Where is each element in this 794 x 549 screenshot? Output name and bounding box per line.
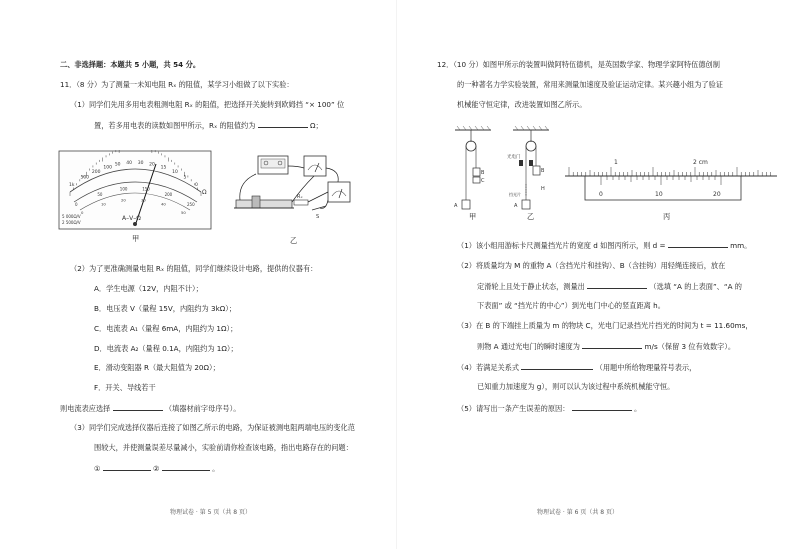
q12-part2-text: 定滑轮上且处于静止状态，测量出 [477, 282, 585, 291]
label-a-1: A [454, 203, 458, 209]
circuit-rx-label: Rₓ [297, 194, 303, 200]
meter-spec-1: 5 000Ω/V [62, 214, 81, 219]
q12-part4-line2: 已知重力加速度为 g），则可以认为该过程中系统机械能守恒。 [477, 382, 675, 391]
q12-part1-unit: mm。 [730, 241, 752, 250]
blank-end: 。 [212, 464, 220, 473]
label-a-2: A [514, 203, 518, 209]
option-d: D．电流表 A₂（量程 0.1A，内阻约为 1Ω）； [94, 344, 238, 353]
fig-yi-label: 乙 [290, 236, 298, 245]
dc-scale-label: 250 [187, 202, 195, 207]
right-page [397, 0, 794, 549]
dc-scale-label: 150 [142, 186, 150, 192]
ohm-scale-label: 10 [172, 169, 178, 175]
label-c-1: C [481, 178, 485, 184]
fig-yi-label-right: 乙 [527, 212, 535, 221]
q11-part1-line2 [94, 120, 323, 130]
label-dangguangpian: 挡光片 [509, 192, 521, 197]
q12-part5 [457, 403, 641, 413]
q12-part5-text: （5）请写出一条产生误差的原因： [457, 404, 570, 413]
ammeter-choice-text: 则电流表应选择 [60, 404, 111, 413]
vernier-label-0: 0 [599, 191, 603, 198]
ohm-scale-label: 500 [80, 175, 90, 181]
q12-part5-end: 。 [633, 404, 642, 413]
q12-part3-text: 则物 A 通过光电门的瞬时速度为 [477, 342, 580, 351]
inner-scale-label: 10 [101, 201, 106, 207]
q11-part1-answer-blank[interactable] [258, 120, 308, 128]
ohm-scale-label: 50 [114, 162, 121, 168]
section-title: 二、非选择题：本题共 5 小题，共 54 分。 [60, 60, 201, 69]
circuit-figure [228, 148, 358, 232]
dc-scale-label: 0 [75, 202, 78, 207]
right-footer: 物理试卷 · 第 6 页（共 8 页） [537, 509, 618, 516]
surface-choice-blank[interactable] [587, 281, 647, 289]
ammeter-choice-blank[interactable] [113, 403, 163, 411]
ohm-scale-label: 200 [91, 169, 101, 175]
q12-part2-line3: 下表面” 或 “挡光片的中心”）到光电门中心的竖直距离 h。 [477, 301, 665, 310]
ohm-scale-label: 15 [160, 165, 167, 171]
q12-stem-line2: 的一种著名力学实验装置，常用来测量加速度及验证运动定律。某兴趣小组为了验证 [457, 80, 723, 89]
vernier-label-20: 20 [713, 191, 721, 198]
relation-blank[interactable] [521, 362, 593, 370]
q11-part3-blanks [94, 463, 219, 473]
q12-part3-post: m/s（保留 3 位有效数字）。 [644, 342, 736, 351]
inner-scale-label: 30 [141, 197, 146, 203]
q12-part3-line2 [477, 341, 735, 351]
ohm-scale-label: 0 [195, 183, 198, 188]
q12-part1-text: （1）该小组用游标卡尺测量挡光片的宽度 d 如图丙所示，则 d = [457, 241, 666, 250]
inner-scale-label: 0 [81, 210, 84, 215]
ohm-scale-label: 20 [149, 162, 155, 168]
q11-part3-line1: （3）同学们完成选择仪器后连接了如图乙所示的电路，为保证被测电阻两端电压的变化范 [70, 423, 355, 432]
meter-spec-2: 2 500Ω/V [62, 220, 81, 225]
width-d-blank[interactable] [668, 240, 728, 248]
inner-scale-label: 50 [181, 210, 186, 215]
option-f: F．开关、导线若干 [94, 383, 156, 392]
inner-scale-label: 40 [161, 201, 166, 207]
fig-bing-label: 丙 [663, 212, 671, 221]
fig-jia-label: 甲 [132, 234, 140, 243]
error-reason-blank[interactable] [572, 403, 632, 411]
q12-part4-post: （用题中所给物理量符号表示， [595, 363, 697, 372]
ohm-scale-label: 1k [69, 183, 75, 188]
vernier-label-10: 10 [655, 191, 663, 198]
q12-stem-line3: 机械能守恒定律，改进装置如图乙所示。 [457, 100, 587, 109]
option-e: E．滑动变阻器 R（最大阻值为 20Ω）； [94, 363, 220, 372]
dc-scale-label: 100 [119, 186, 128, 192]
problem-blank-2[interactable] [162, 463, 210, 471]
option-c: C．电流表 A₁（量程 6mA，内阻约为 1Ω）； [94, 324, 238, 333]
main-scale-label-1: 1 [614, 159, 618, 166]
blank-mark-1: ① [94, 464, 101, 473]
q11-ammeter-choice [60, 403, 240, 413]
q11-part3-line2: 围较大，并使测量误差尽量减小，实验前请你检查该电路，指出电路存在的问题： [94, 443, 353, 452]
atwood-figures [451, 124, 559, 224]
q12-part3-line1: （3）在 B 的下端挂上质量为 m 的物块 C，光电门记录挡光片挡光的时间为 t = 11.60ms， [457, 321, 753, 330]
q11-stem: 11．（8 分）为了测量一未知电阻 Rₓ 的阻值，某学习小组做了以下实验： [60, 80, 294, 89]
q12-part4-text: （4）若满足关系式 [457, 363, 520, 372]
q12-part4-line1 [457, 362, 696, 372]
circuit-s-label: S [316, 214, 320, 220]
vernier-caliper-figure [565, 156, 777, 212]
blank-mark-2: ② [153, 464, 160, 473]
ammeter-choice-post: （填器材前字母序号）。 [164, 404, 241, 413]
q11-part1-unit: Ω； [310, 121, 323, 130]
main-scale-label-2: 2 cm [693, 159, 708, 166]
q12-part1 [457, 240, 751, 250]
q12-stem-line1: 12．（10 分）如图甲所示的装置叫做阿特伍德机，是英国数学家、物理学家阿特伍德创制 [437, 60, 720, 69]
fig-jia-label-right: 甲 [469, 212, 477, 221]
label-b-2: B [541, 168, 545, 174]
ohm-scale-label: 40 [126, 161, 133, 167]
multimeter-figure [58, 150, 213, 232]
label-b-1: B [481, 170, 485, 176]
ohm-symbol: Ω [202, 189, 207, 196]
q11-part1-text: 置，若多用电表的读数如图甲所示，Rₓ 的阻值约为 [94, 121, 256, 130]
dc-scale-label: 50 [97, 191, 103, 197]
q12-part2-options: （选填 “A 的上表面”、“A 的 [649, 282, 742, 291]
label-h: H [541, 186, 545, 192]
q12-part2-line2 [477, 281, 742, 291]
meter-label: A–V–Ω [122, 215, 141, 222]
ohm-scale-label: 100 [103, 165, 112, 171]
problem-blank-1[interactable] [103, 463, 151, 471]
dc-scale-label: 200 [164, 191, 173, 197]
q11-part1-line1: （1）同学们先用多用电表粗测电阻 Rₓ 的阻值，把选择开关旋转到欧姆挡 “× 100” 位 [70, 100, 345, 109]
q12-part2-line1: （2）将质量均为 M 的重物 A（含挡光片和挂钩）、B（含挂钩）用轻绳连接后，放在 [457, 261, 726, 270]
ohm-scale-label: 30 [137, 161, 144, 167]
ohm-scale-label: 5 [183, 175, 187, 181]
inner-scale-label: 20 [121, 197, 126, 203]
q11-part2-line1: （2）为了更准确测量电阻 Rₓ 的阻值，同学们继续设计电路，提供的仪器有： [70, 264, 318, 273]
velocity-blank[interactable] [582, 341, 642, 349]
option-a: A．学生电源（12V，内阻不计）； [94, 284, 203, 293]
left-footer: 物理试卷 · 第 5 页（共 8 页） [170, 509, 251, 516]
option-b: B．电压表 V（量程 15V，内阻约为 3kΩ）； [94, 304, 237, 313]
label-guangdianmen: 光电门 [507, 155, 521, 160]
